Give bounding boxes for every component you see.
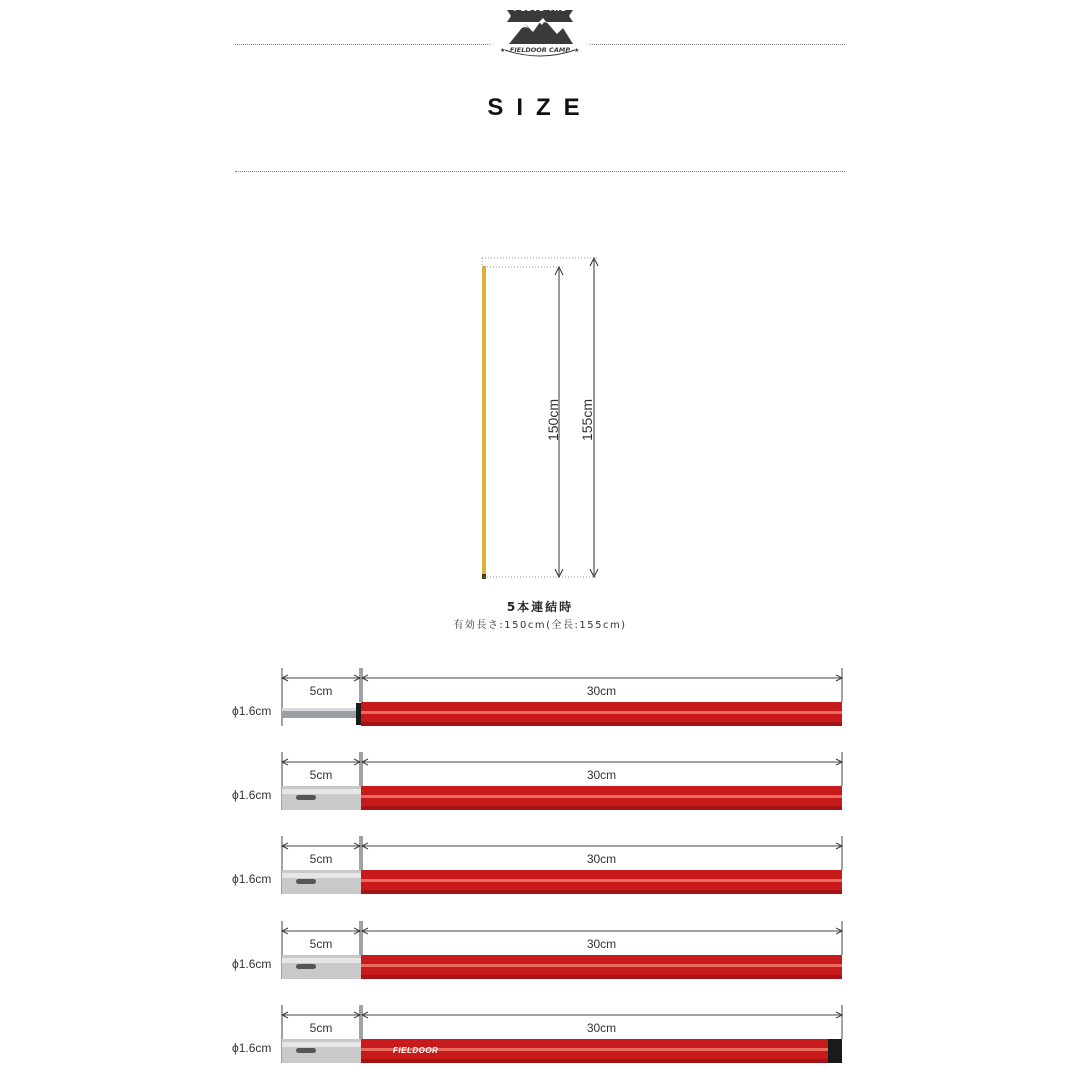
assembled-pole-diagram bbox=[470, 252, 610, 592]
pole-segment bbox=[220, 1001, 860, 1081]
joint-slot bbox=[296, 964, 316, 969]
title-divider bbox=[235, 171, 845, 172]
header-divider-left bbox=[235, 44, 490, 45]
segment-drawing bbox=[220, 832, 860, 912]
assembled-pole bbox=[482, 266, 486, 578]
joint-length-label: 5cm bbox=[309, 768, 333, 782]
diameter-label: ϕ1.6cm bbox=[232, 704, 272, 718]
joint-length-label: 5cm bbox=[309, 852, 333, 866]
segment-drawing bbox=[220, 748, 860, 828]
page-title: SIZE bbox=[487, 94, 593, 121]
pole-segment bbox=[220, 832, 860, 912]
end-cap bbox=[828, 1039, 842, 1063]
fieldoor-logo bbox=[495, 0, 585, 62]
svg-text:★: ★ bbox=[574, 47, 580, 54]
effective-length-label: 150cm bbox=[545, 398, 561, 442]
tube-length-label: 30cm bbox=[586, 768, 617, 782]
logo-bottom-text: FIELDOOR CAMP bbox=[509, 46, 571, 54]
segment-drawing bbox=[220, 917, 860, 997]
diameter-label: ϕ1.6cm bbox=[232, 957, 272, 971]
joint-slot bbox=[296, 879, 316, 884]
diameter-label: ϕ1.6cm bbox=[232, 872, 272, 886]
pole-segment bbox=[220, 664, 860, 744]
diameter-label: ϕ1.6cm bbox=[232, 788, 272, 802]
pole-segment bbox=[220, 917, 860, 997]
tube-length-label: 30cm bbox=[586, 1021, 617, 1035]
pole-segment bbox=[220, 748, 860, 828]
joint-length-label: 5cm bbox=[309, 1021, 333, 1035]
diameter-label: ϕ1.6cm bbox=[232, 1041, 272, 1055]
header-divider-right bbox=[590, 44, 845, 45]
total-length-label: 155cm bbox=[579, 398, 595, 442]
joint-slot bbox=[296, 795, 316, 800]
assembled-subcaption: 有効長さ:150cm(全長:155cm) bbox=[453, 620, 627, 631]
brand-mark: FIELDOOR bbox=[393, 1046, 439, 1055]
svg-text:★: ★ bbox=[500, 47, 506, 54]
tube-length-label: 30cm bbox=[586, 684, 617, 698]
segment-drawing bbox=[220, 664, 860, 744]
segment-drawing bbox=[220, 1001, 860, 1081]
logo-top-text: I LOVE THE bbox=[513, 5, 567, 13]
joint-length-label: 5cm bbox=[309, 937, 333, 951]
assembled-caption: 5本連結時 bbox=[506, 600, 574, 614]
tube-length-label: 30cm bbox=[586, 937, 617, 951]
joint-slot bbox=[296, 1048, 316, 1053]
tube-length-label: 30cm bbox=[586, 852, 617, 866]
joint-length-label: 5cm bbox=[309, 684, 333, 698]
